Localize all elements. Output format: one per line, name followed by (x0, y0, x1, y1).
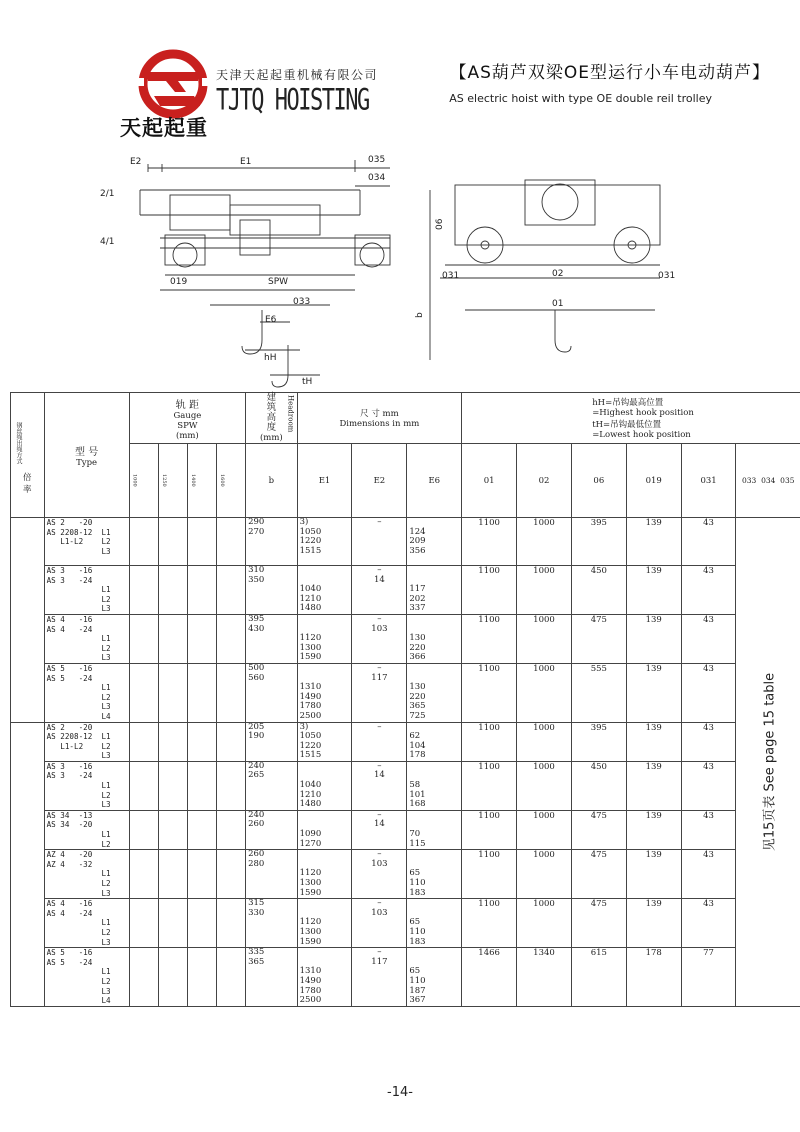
o6-cell: 395 (571, 722, 626, 761)
svg-text:4/1: 4/1 (100, 237, 115, 247)
o2-cell: 1000 (517, 722, 572, 761)
gauge-header-cn: 轨 距 (175, 399, 199, 411)
company-name-cn: 天津天起起重机械有限公司 (216, 68, 379, 82)
dimensions-header-cn: 尺 寸 mm (360, 409, 399, 419)
o2-cell: 1000 (517, 761, 572, 810)
gauge-sub-label: 1000 (131, 474, 138, 487)
o19-cell: 139 (626, 518, 681, 566)
o19-cell: 139 (626, 761, 681, 810)
gauge-cell (187, 566, 216, 615)
technical-drawing (0, 150, 800, 390)
svg-text:01: 01 (552, 299, 564, 309)
gauge-cell (129, 810, 158, 849)
e6-cell: 62 104 178 (407, 722, 462, 761)
svg-text:035: 035 (368, 155, 386, 165)
e2-cell: – 117 (352, 663, 407, 722)
table-row (11, 948, 800, 1007)
o1-cell: 1100 (462, 810, 517, 849)
o6-cell: 450 (571, 761, 626, 810)
gauge-sub-1400 (187, 444, 216, 518)
gauge-cell (217, 614, 246, 663)
b-cell: 310 350 (246, 566, 298, 615)
gauge-cell (187, 518, 216, 566)
gauge-cell (158, 566, 187, 615)
o6-cell: 475 (571, 899, 626, 948)
e2-cell: – 103 (352, 850, 407, 899)
e1-cell: 1120 1300 1590 (297, 850, 352, 899)
b-cell: 205 190 (246, 722, 298, 761)
e1-cell: 1040 1210 1480 (297, 761, 352, 810)
svg-text:031: 031 (658, 271, 676, 281)
gauge-cell (217, 518, 246, 566)
table-row (11, 761, 800, 810)
o2-cell: 1000 (517, 566, 572, 615)
gauge-cell (129, 518, 158, 566)
gauge-sub-1000 (129, 444, 158, 518)
reeving-cell (11, 722, 45, 1006)
table-row (11, 566, 800, 615)
model-cell: AS 5 -16 AS 5 -24 L1 L2 L3 L4 (44, 663, 129, 722)
o6-cell: 475 (571, 614, 626, 663)
gauge-cell (217, 899, 246, 948)
o2-cell: 1340 (517, 948, 572, 1007)
e2-cell: – 14 (352, 566, 407, 615)
o6-cell: 615 (571, 948, 626, 1007)
o31-cell: 43 (681, 850, 736, 899)
b-cell: 240 265 (246, 761, 298, 810)
o19-cell: 139 (626, 899, 681, 948)
gauge-cell (187, 614, 216, 663)
model-cell: AS 3 -16 AS 3 -24 L1 L2 L3 (44, 761, 129, 810)
e2-cell: – 103 (352, 614, 407, 663)
gauge-cell (129, 566, 158, 615)
page-title-cn: 【AS葫芦双梁OE型运行小车电动葫芦】 (449, 63, 770, 83)
gauge-cell (129, 948, 158, 1007)
e2-cell: – 14 (352, 810, 407, 849)
o19-cell: 139 (626, 850, 681, 899)
hook-notes-header (462, 393, 800, 444)
col-header-e6: E6 (407, 444, 462, 518)
e2-cell: – 103 (352, 899, 407, 948)
o1-cell: 1100 (462, 663, 517, 722)
o1-cell: 1100 (462, 761, 517, 810)
e1-cell: 1120 1300 1590 (297, 614, 352, 663)
gauge-cell (129, 761, 158, 810)
rope-header: 钢丝绳出绳方式 (15, 422, 22, 464)
b-cell: 315 330 (246, 899, 298, 948)
dimensions-header-en: Dimensions in mm (339, 419, 420, 429)
hook-note-3: tH=吊钩最低位置 (592, 420, 662, 430)
gauge-cell (158, 810, 187, 849)
spec-table-body (11, 518, 800, 1007)
type-header-en: Type (76, 457, 98, 468)
gauge-sub-label: 1250 (160, 474, 167, 487)
table-row (11, 722, 800, 761)
model-cell: AS 3 -16 AS 3 -24 L1 L2 L3 (44, 566, 129, 615)
dimensions-header (297, 393, 462, 444)
gauge-cell (129, 663, 158, 722)
gauge-cell (129, 722, 158, 761)
o2-cell: 1000 (517, 899, 572, 948)
o6-cell: 555 (571, 663, 626, 722)
svg-text:E2: E2 (130, 157, 142, 167)
gauge-cell (158, 722, 187, 761)
gauge-sub-label: 1400 (189, 474, 196, 487)
gauge-cell (158, 761, 187, 810)
type-header-cn: 型 号 (75, 446, 99, 458)
gauge-header-spw: SPW (177, 420, 198, 431)
reeving-header (11, 393, 45, 518)
e6-cell: 65 110 183 (407, 850, 462, 899)
b-cell: 260 280 (246, 850, 298, 899)
page-number: -14- (387, 1085, 413, 1100)
front-view-drawing (430, 180, 660, 360)
e6-cell: 65 110 187 367 (407, 948, 462, 1007)
gauge-cell (187, 761, 216, 810)
svg-text:hH: hH (264, 353, 277, 363)
o19-cell: 139 (626, 810, 681, 849)
o1-cell: 1100 (462, 850, 517, 899)
svg-text:034: 034 (368, 173, 386, 183)
o31-cell: 43 (681, 663, 736, 722)
col-header-019: 019 (626, 444, 681, 518)
e1-cell: 1310 1490 1780 2500 (297, 663, 352, 722)
col-header-06: 06 (571, 444, 626, 518)
type-header (44, 393, 129, 518)
gauge-cell (158, 663, 187, 722)
hook-note-1: hH=吊钩最高位置 (592, 398, 664, 408)
spec-table (10, 392, 800, 1007)
o1-cell: 1466 (462, 948, 517, 1007)
gauge-cell (187, 899, 216, 948)
gauge-cell (158, 899, 187, 948)
o2-cell: 1000 (517, 663, 572, 722)
o1-cell: 1100 (462, 722, 517, 761)
svg-text:019: 019 (170, 277, 188, 287)
gauge-cell (187, 948, 216, 1007)
o2-cell: 1000 (517, 614, 572, 663)
table-row (11, 518, 800, 566)
gauge-sub-1600 (217, 444, 246, 518)
model-cell: AS 5 -16 AS 5 -24 L1 L2 L3 L4 (44, 948, 129, 1007)
gauge-cell (129, 614, 158, 663)
b-cell: 500 560 (246, 663, 298, 722)
o6-cell: 450 (571, 566, 626, 615)
page-title-en: AS electric hoist with type OE double reil trolley (449, 92, 712, 105)
header-row-1 (11, 393, 800, 444)
gauge-cell (158, 614, 187, 663)
page-ref-cell (736, 518, 800, 1007)
model-cell: AS 34 -13 AS 34 -20 L1 L2 (44, 810, 129, 849)
e2-cell: – (352, 518, 407, 566)
svg-text:02: 02 (552, 269, 564, 279)
e1-cell: 1120 1300 1590 (297, 899, 352, 948)
o31-cell: 43 (681, 566, 736, 615)
e1-cell: 1040 1210 1480 (297, 566, 352, 615)
e1-cell: 1090 1270 (297, 810, 352, 849)
svg-text:2/1: 2/1 (100, 189, 115, 199)
b-cell: 240 260 (246, 810, 298, 849)
gauge-cell (217, 850, 246, 899)
e6-cell: 124 209 356 (407, 518, 462, 566)
table-row (11, 810, 800, 849)
height-header-mm: (mm) (259, 433, 283, 443)
model-cell: AS 4 -16 AS 4 -24 L1 L2 L3 (44, 899, 129, 948)
col-header-e1: E1 (297, 444, 352, 518)
svg-text:tH: tH (302, 377, 313, 387)
col-header-b: b (246, 444, 298, 518)
e6-cell: 58 101 168 (407, 761, 462, 810)
o6-cell: 475 (571, 850, 626, 899)
svg-text:031: 031 (442, 271, 460, 281)
gauge-cell (187, 810, 216, 849)
reeving-header-2: 率 (23, 485, 32, 495)
table-row (11, 850, 800, 899)
b-cell: 395 430 (246, 614, 298, 663)
svg-text:b: b (415, 312, 425, 318)
o31-cell: 77 (681, 948, 736, 1007)
o31-cell: 43 (681, 810, 736, 849)
gauge-cell (217, 663, 246, 722)
reeving-cell (11, 518, 45, 723)
gauge-cell (129, 899, 158, 948)
o31-cell: 43 (681, 518, 736, 566)
header-row-2 (11, 444, 800, 518)
table-row (11, 663, 800, 722)
svg-text:06: 06 (435, 218, 445, 230)
hook-note-2: =Highest hook position (592, 408, 694, 418)
gauge-cell (158, 518, 187, 566)
model-cell: AZ 4 -20 AZ 4 -32 L1 L2 L3 (44, 850, 129, 899)
gauge-header-mm: (mm) (176, 430, 199, 441)
svg-text:033: 033 (293, 297, 311, 307)
o2-cell: 1000 (517, 810, 572, 849)
gauge-cell (187, 663, 216, 722)
b-cell: 335 365 (246, 948, 298, 1007)
o31-cell: 43 (681, 614, 736, 663)
o2-cell: 1000 (517, 850, 572, 899)
e1-cell: 3) 1050 1220 1515 (297, 722, 352, 761)
height-header (246, 393, 298, 444)
o6-cell: 395 (571, 518, 626, 566)
e1-cell: 3) 1050 1220 1515 (297, 518, 352, 566)
o31-cell: 43 (681, 899, 736, 948)
gauge-cell (187, 722, 216, 761)
gauge-sub-1250 (158, 444, 187, 518)
o2-cell: 1000 (517, 518, 572, 566)
e6-cell: 70 115 (407, 810, 462, 849)
company-name-en: TJTQ HOISTING (216, 84, 369, 118)
e6-cell: 65 110 183 (407, 899, 462, 948)
col-header-e2: E2 (352, 444, 407, 518)
col-header-031: 031 (681, 444, 736, 518)
table-row (11, 614, 800, 663)
e6-cell: 117 202 337 (407, 566, 462, 615)
brand-name-cn: 天起起重 (120, 116, 208, 140)
model-cell: AS 4 -16 AS 4 -24 L1 L2 L3 (44, 614, 129, 663)
e2-cell: – (352, 722, 407, 761)
height-header-en: Headroom (286, 395, 295, 433)
o1-cell: 1100 (462, 566, 517, 615)
gauge-header (129, 393, 245, 444)
gauge-cell (217, 810, 246, 849)
gauge-cell (187, 850, 216, 899)
o19-cell: 139 (626, 566, 681, 615)
gauge-cell (217, 566, 246, 615)
e1-cell: 1310 1490 1780 2500 (297, 948, 352, 1007)
gauge-cell (158, 948, 187, 1007)
o1-cell: 1100 (462, 614, 517, 663)
col-header-02: 02 (517, 444, 572, 518)
o19-cell: 139 (626, 614, 681, 663)
height-header-cn: 建 筑 高 度 (266, 392, 277, 433)
col-header-033-035: 033 034 035 (736, 444, 800, 518)
page-ref-note: 见15页表 See page 15 table (762, 672, 778, 851)
o31-cell: 43 (681, 722, 736, 761)
table-row (11, 899, 800, 948)
b-cell: 290 270 (246, 518, 298, 566)
o19-cell: 139 (626, 722, 681, 761)
gauge-cell (129, 850, 158, 899)
gauge-cell (217, 761, 246, 810)
o31-cell: 43 (681, 761, 736, 810)
gauge-sub-label: 1600 (219, 474, 225, 487)
o19-cell: 139 (626, 663, 681, 722)
e6-cell: 130 220 365 725 (407, 663, 462, 722)
svg-text:E6: E6 (265, 315, 277, 325)
e6-cell: 130 220 366 (407, 614, 462, 663)
gauge-cell (217, 948, 246, 1007)
model-cell: AS 2 -20 AS 2208-12 L1 L1-L2 L2 L3 (44, 518, 129, 566)
svg-text:E1: E1 (240, 157, 252, 167)
o1-cell: 1100 (462, 899, 517, 948)
o19-cell: 178 (626, 948, 681, 1007)
svg-text:SPW: SPW (268, 277, 289, 287)
hook-note-4: =Lowest hook position (592, 430, 691, 440)
o1-cell: 1100 (462, 518, 517, 566)
model-cell: AS 2 -20 AS 2208-12 L1 L1-L2 L2 L3 (44, 722, 129, 761)
o6-cell: 475 (571, 810, 626, 849)
e2-cell: – 14 (352, 761, 407, 810)
page-header (0, 0, 800, 140)
gauge-cell (217, 722, 246, 761)
col-header-01: 01 (462, 444, 517, 518)
e2-cell: – 117 (352, 948, 407, 1007)
gauge-header-en: Gauge (173, 410, 202, 421)
gauge-cell (158, 850, 187, 899)
reeving-header-1: 倍 (23, 473, 32, 483)
